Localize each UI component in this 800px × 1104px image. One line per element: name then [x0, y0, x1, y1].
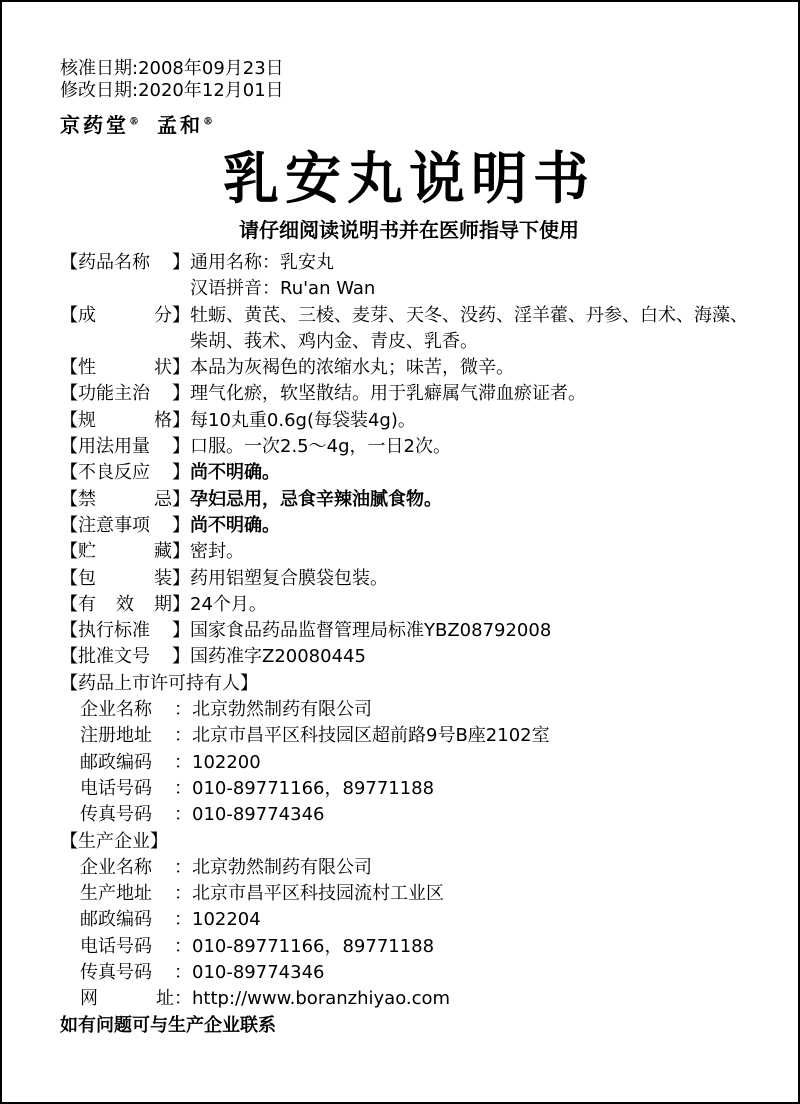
label-contraindications: 禁 忌: [78, 488, 172, 510]
field-ingredients: 【 成 分 】 牡蛎、黄芪、三棱、麦芽、天冬、没药、淫羊藿、丹参、白术、海藻、柴胡、莪术、鸡内金、青皮、乳香。: [60, 303, 758, 356]
field-package: 【 包 装 】 药用铝塑复合膜袋包装。: [60, 566, 758, 592]
field-standard: 【 执行标准 】 国家食品药品监督管理局标准YBZ08792008: [60, 618, 758, 644]
value-character: 本品为灰褐色的浓缩水丸；味苦，微辛。: [190, 357, 514, 379]
document-subtitle: 请仔细阅读说明书并在医师指导下使用: [239, 218, 579, 242]
field-storage: 【 贮 藏 】 密封。: [60, 539, 758, 565]
field-precautions: 【 注意事项 】 尚不明确。: [60, 513, 758, 539]
manufacturer-address: 生产地址 ： 北京市昌平区科技园流村工业区: [80, 883, 444, 905]
holder-address: 注册地址 ： 北京市昌平区科技园区超前路9号B座2102室: [80, 725, 550, 747]
value-package: 药用铝塑复合膜袋包装。: [190, 567, 388, 589]
contact-note: 如有问题可与生产企业联系: [60, 1014, 276, 1036]
brand-logo-menghe: 孟和®: [157, 113, 213, 137]
field-dosage: 【 用法用量 】 口服。一次2.5～4g，一日2次。: [60, 434, 758, 460]
label-dosage: 用法用量: [78, 436, 150, 458]
manufacturer-company: 企业名称 ： 北京勃然制药有限公司: [80, 856, 372, 878]
value-common-name: 通用名称：乳安丸: [190, 252, 334, 273]
value-spec: 每10丸重0.6g(每袋装4g)。: [190, 409, 416, 431]
holder-company: 企业名称 ： 北京勃然制药有限公司: [80, 699, 372, 721]
value-pinyin: 汉语拼音：Ru'an Wan: [190, 278, 376, 300]
value-contraindications: 孕妇忌用，忌食辛辣油腻食物。: [190, 488, 442, 510]
field-character: 【 性 状 】 本品为灰褐色的浓缩水丸；味苦，微辛。: [60, 355, 758, 381]
manufacturer-fax: 传真号码 ： 010-89774346: [80, 962, 325, 984]
manufacturer-postcode: 邮政编码 ： 102204: [80, 909, 261, 931]
value-dosage: 口服。一次2.5～4g，一日2次。: [190, 436, 451, 458]
label-drug-name: 药品名称: [78, 252, 150, 273]
label-spec: 规 格: [78, 409, 172, 431]
field-drug-name: 【 药品名称 】 通用名称：乳安丸: [60, 250, 758, 276]
website-link: http://www.boranzhiyao.com: [192, 988, 451, 1010]
label-package: 包 装: [78, 567, 172, 589]
manufacturer-phone: 电话号码 ： 010-89771166，89771188: [80, 935, 435, 957]
label-ingredients: 成 分: [78, 304, 172, 326]
field-indications: 【 功能主治 】 理气化瘀，软坚散结。用于乳癖属气滞血瘀证者。: [60, 381, 758, 407]
label-indications: 功能主治: [78, 383, 150, 405]
label-storage: 贮 藏: [78, 541, 172, 563]
value-standard: 国家食品药品监督管理局标准YBZ08792008: [190, 620, 552, 642]
label-approval-number: 批准文号: [78, 646, 150, 668]
value-precautions: 尚不明确。: [190, 514, 280, 536]
label-precautions: 注意事项: [78, 514, 150, 536]
value-adverse: 尚不明确。: [190, 462, 280, 484]
manufacturer-website: 网 址 ： http://www.boranzhiyao.com: [60, 986, 758, 1012]
field-validity: 【 有 效 期 】 24个月。: [60, 592, 758, 618]
value-ingredients: 牡蛎、黄芪、三棱、麦芽、天冬、没药、淫羊藿、丹参、白术、海藻、柴胡、莪术、鸡内金、青皮、乳香。: [190, 304, 748, 352]
field-adverse: 【 不良反应 】 尚不明确。: [60, 460, 758, 486]
manufacturer-heading: 【生产企业】: [60, 830, 168, 852]
brand-logos: [60, 106, 758, 138]
field-approval-number: 【 批准文号 】 国药准字Z20080445: [60, 644, 758, 670]
brand-logo-jingyaotang: 京药堂®: [60, 113, 139, 137]
approval-date: 核准日期:2008年09月23日: [60, 58, 284, 79]
revision-date: 修改日期:2020年12月01日: [60, 80, 284, 101]
holder-fax: 传真号码 ： 010-89774346: [80, 804, 325, 826]
label-adverse: 不良反应: [78, 462, 150, 484]
holder-phone: 电话号码 ： 010-89771166，89771188: [80, 777, 435, 799]
field-spec: 【 规 格 】 每10丸重0.6g(每袋装4g)。: [60, 408, 758, 434]
field-contraindications: 【 禁 忌 】 孕妇忌用，忌食辛辣油腻食物。: [60, 487, 758, 513]
label-character: 性 状: [78, 357, 172, 379]
label-validity: 有 效 期: [78, 593, 172, 615]
document-title: 乳安丸说明书: [223, 146, 595, 212]
label-standard: 执行标准: [78, 620, 150, 642]
holder-heading: 【药品上市许可持有人】: [60, 672, 258, 694]
holder-postcode: 邮政编码 ： 102200: [80, 751, 261, 773]
value-indications: 理气化瘀，软坚散结。用于乳癖属气滞血瘀证者。: [190, 383, 586, 405]
field-pinyin: [60, 276, 758, 302]
value-validity: 24个月。: [190, 593, 267, 615]
value-storage: 密封。: [190, 541, 244, 563]
value-approval-number: 国药准字Z20080445: [190, 646, 366, 668]
